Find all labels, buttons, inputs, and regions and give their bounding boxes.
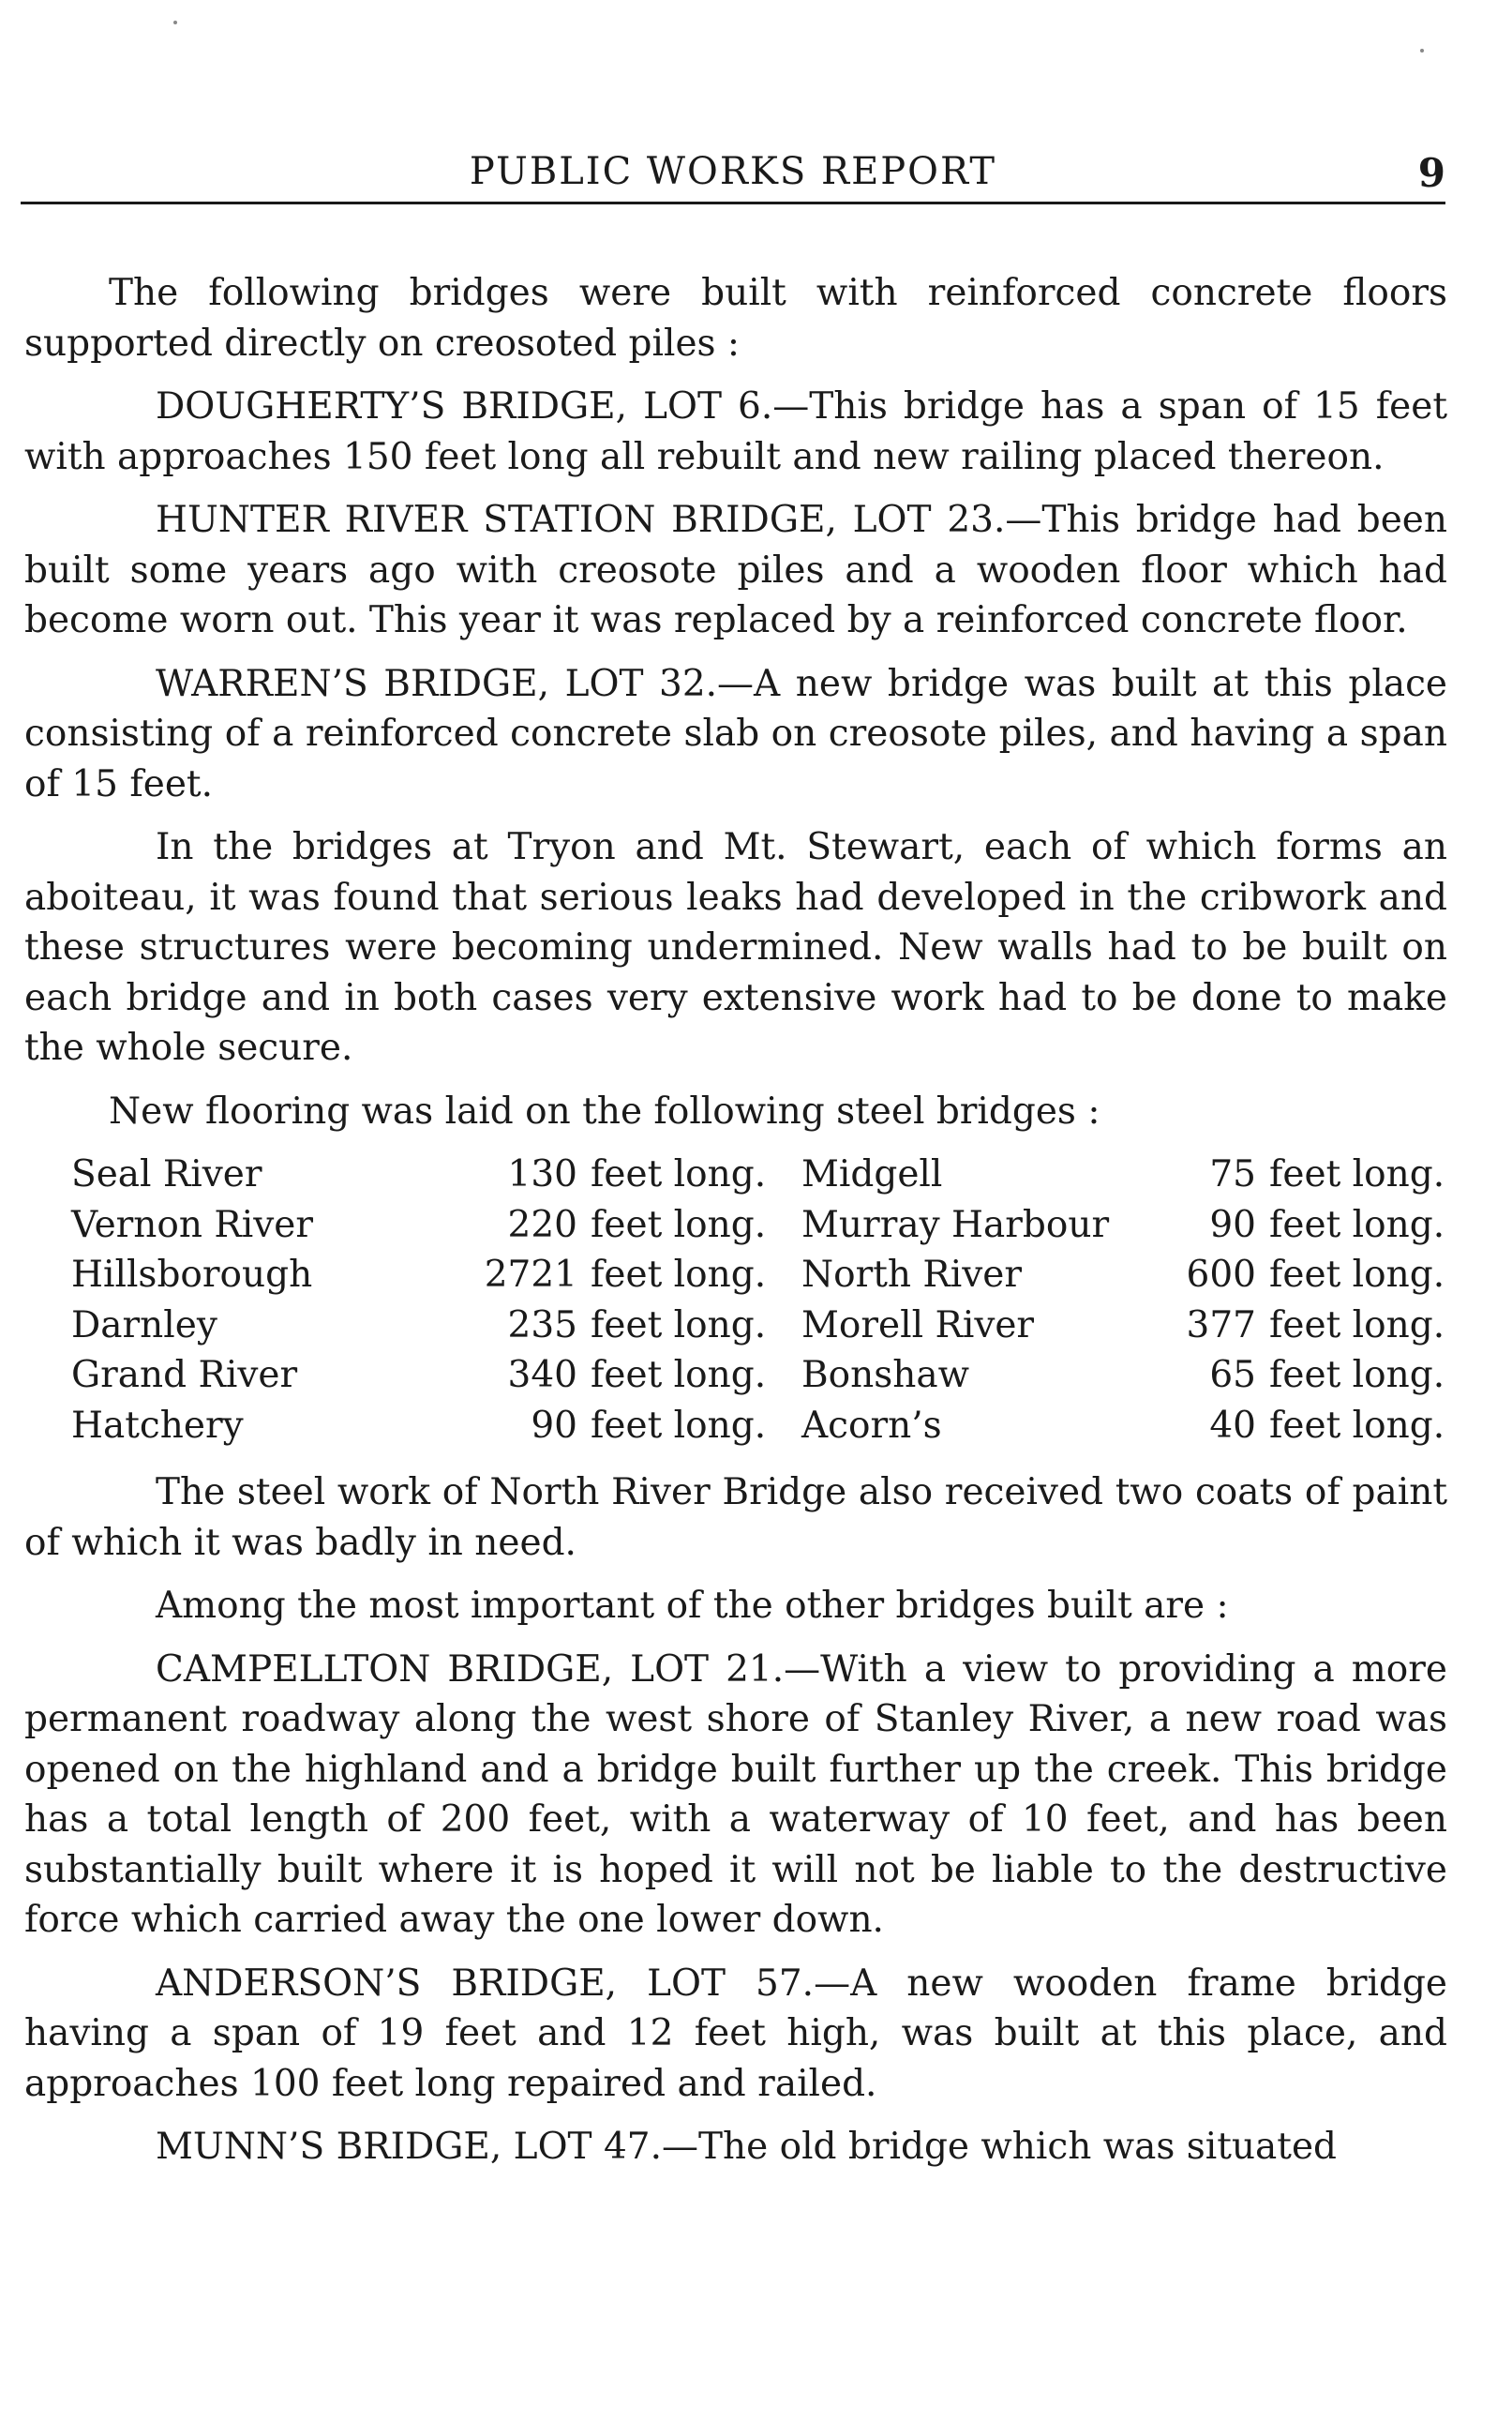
paragraph-bridges-intro: The following bridges were built with reinforced concrete floors supported directly on creosoted piles : bbox=[24, 272, 1447, 365]
length-unit: feet long. bbox=[1269, 1303, 1445, 1346]
bridge-length: 75 bbox=[1209, 1153, 1256, 1195]
length-unit: feet long. bbox=[1269, 1404, 1445, 1447]
bridge-length: 220 bbox=[507, 1203, 577, 1246]
length-unit: feet long. bbox=[591, 1153, 767, 1195]
length-unit: feet long. bbox=[1269, 1254, 1445, 1296]
paragraph-north-river-paint: The steel work of North River Bridge also received two coats of paint of which it was badly in need. bbox=[24, 1471, 1447, 1564]
bridge-name: Vernon River bbox=[71, 1203, 314, 1246]
table-row bbox=[24, 1401, 1447, 1451]
table-row bbox=[24, 1301, 1447, 1351]
length-unit: feet long. bbox=[591, 1303, 767, 1346]
table-row bbox=[24, 1350, 1447, 1401]
bridge-length: 340 bbox=[507, 1354, 577, 1396]
bridge-length: 2721 bbox=[484, 1254, 577, 1296]
report-body bbox=[24, 261, 1447, 2186]
bridge-name: Hillsborough bbox=[71, 1254, 313, 1296]
bridge-name: Seal River bbox=[71, 1153, 262, 1195]
bridge-name: Morell River bbox=[801, 1303, 1035, 1346]
bridge-length: 40 bbox=[1209, 1404, 1256, 1447]
bridge-length: 90 bbox=[1209, 1203, 1256, 1246]
bridge-name: Murray Harbour bbox=[801, 1203, 1110, 1246]
paragraph-warrens-bridge: WARREN’S BRIDGE, LOT 32.—A new bridge was built at this place consisting of a reinforced concrete slab on creosote piles, and having a span of 15 feet. bbox=[24, 662, 1447, 805]
bridge-length: 377 bbox=[1186, 1303, 1256, 1346]
bridge-length: 130 bbox=[507, 1153, 577, 1195]
bridge-name: Grand River bbox=[71, 1354, 298, 1396]
bridge-name: Midgell bbox=[801, 1153, 943, 1195]
bridge-name: North River bbox=[801, 1254, 1023, 1296]
table-row bbox=[24, 1200, 1447, 1251]
paragraph-munns-bridge: MUNN’S BRIDGE, LOT 47.—The old bridge which was situated bbox=[156, 2126, 1338, 2168]
header-rule bbox=[21, 202, 1445, 204]
paragraph-campellton-bridge: CAMPELLTON BRIDGE, LOT 21.—With a view to providing a more permanent roadway along the west shore of Stanley River, a new road was opened on the highland and a bridge built further up the creek. This bridge has a total length of 200 feet, with a waterway of 10 feet, and has been substantially built where it is hoped it will not be liable to the destructive force which carried away the one lower down. bbox=[24, 1647, 1447, 1941]
paragraph-other-bridges: Among the most important of the other bridges built are : bbox=[156, 1585, 1229, 1627]
table-row bbox=[24, 1150, 1447, 1200]
length-unit: feet long. bbox=[1269, 1153, 1445, 1195]
length-unit: feet long. bbox=[1269, 1354, 1445, 1396]
length-unit: feet long. bbox=[591, 1354, 767, 1396]
page-number: 9 bbox=[1417, 150, 1445, 196]
paragraph-hunter-river-bridge: HUNTER RIVER STATION BRIDGE, LOT 23.—This bridge had been built some years ago with creosote piles and a wooden floor which had become worn out. This year it was replaced by a reinforced concrete floor. bbox=[24, 499, 1447, 641]
bridge-length: 235 bbox=[507, 1303, 577, 1346]
bridge-name: Darnley bbox=[71, 1303, 217, 1346]
bridge-name: Bonshaw bbox=[801, 1354, 970, 1396]
length-unit: feet long. bbox=[1269, 1203, 1445, 1246]
paragraph-andersons-bridge: ANDERSON’S BRIDGE, LOT 57.—A new wooden frame bridge having a span of 19 feet and 12 feet high, was built at this place, and approaches 100 feet long repaired and railed. bbox=[24, 1962, 1447, 2105]
length-unit: feet long. bbox=[591, 1404, 767, 1447]
scan-speck bbox=[173, 21, 177, 24]
running-title: PUBLIC WORKS REPORT bbox=[469, 150, 997, 193]
paragraph-doughertys-bridge: DOUGHERTY’S BRIDGE, LOT 6.—This bridge has a span of 15 feet with approaches 150 feet long all rebuilt and new railing placed thereon. bbox=[24, 385, 1447, 478]
bridge-name: Acorn’s bbox=[801, 1404, 942, 1447]
page-header bbox=[21, 150, 1445, 206]
bridge-length: 90 bbox=[531, 1404, 577, 1447]
scan-speck bbox=[1420, 49, 1424, 53]
paragraph-tryon-stewart: In the bridges at Tryon and Mt. Stewart, each of which forms an aboiteau, it was found that serious leaks had developed in the cribwork and these structures were becoming undermined. New walls had to be built on each bridge and in both cases very extensive work had to be done to make the whole secure. bbox=[24, 826, 1447, 1069]
bridge-name: Hatchery bbox=[71, 1404, 244, 1447]
length-unit: feet long. bbox=[591, 1254, 767, 1296]
bridge-length: 600 bbox=[1186, 1254, 1256, 1296]
length-unit: feet long. bbox=[591, 1203, 767, 1246]
paragraph-flooring-intro: New flooring was laid on the following steel bridges : bbox=[109, 1090, 1100, 1133]
bridge-length: 65 bbox=[1209, 1354, 1256, 1396]
steel-bridges-table bbox=[24, 1150, 1447, 1451]
table-row bbox=[24, 1250, 1447, 1301]
